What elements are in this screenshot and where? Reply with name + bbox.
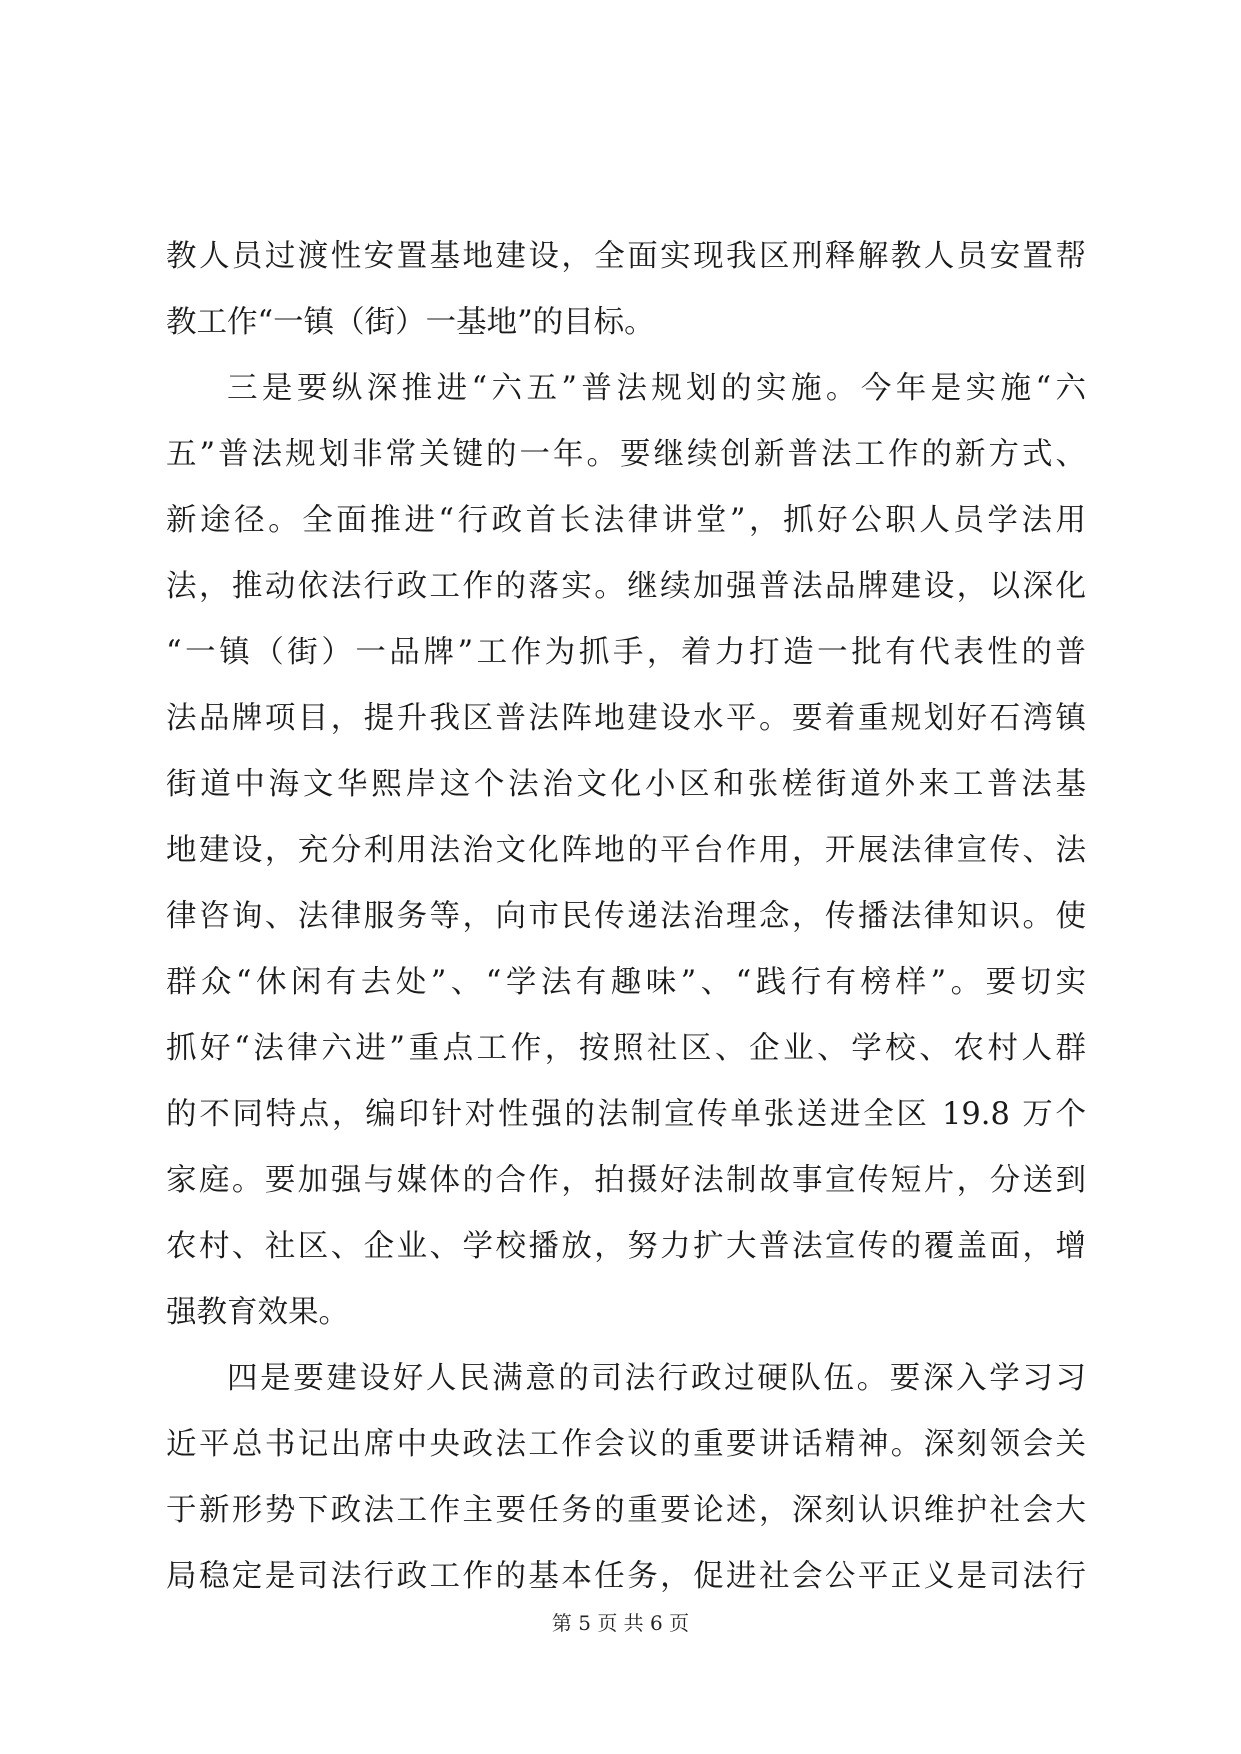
text-line: 农村、社区、企业、学校播放，努力扩大普法宣传的覆盖面，增 bbox=[166, 1229, 1086, 1264]
text-line: 教人员过渡性安置基地建设，全面实现我区刑释解教人员安置帮 bbox=[166, 239, 1086, 274]
text-line: 家庭。要加强与媒体的合作，拍摄好法制故事宣传短片，分送到 bbox=[166, 1163, 1086, 1198]
text-line: 的不同特点，编印针对性强的法制宣传单张送进全区 19.8 万个 bbox=[166, 1097, 1086, 1132]
document-body bbox=[166, 224, 1086, 1610]
text-line: 局稳定是司法行政工作的基本任务，促进社会公平正义是司法行 bbox=[166, 1559, 1086, 1594]
text-line: 三是要纵深推进“六五”普法规划的实施。今年是实施“六 bbox=[227, 371, 1086, 406]
text-line: 地建设，充分利用法治文化阵地的平台作用，开展法律宣传、法 bbox=[166, 833, 1086, 868]
text-line: 抓好“法律六进”重点工作，按照社区、企业、学校、农村人群 bbox=[166, 1031, 1086, 1066]
text-line: 近平总书记出席中央政法工作会议的重要讲话精神。深刻领会关 bbox=[166, 1427, 1086, 1462]
text-line: 法品牌项目，提升我区普法阵地建设水平。要着重规划好石湾镇 bbox=[166, 701, 1086, 736]
text-line: 律咨询、法律服务等，向市民传递法治理念，传播法律知识。使 bbox=[166, 899, 1086, 934]
text-line: 强教育效果。 bbox=[166, 1295, 349, 1330]
text-line: “一镇（街）一品牌”工作为抓手，着力打造一批有代表性的普 bbox=[166, 635, 1086, 670]
text-line: 法，推动依法行政工作的落实。继续加强普法品牌建设，以深化 bbox=[166, 569, 1086, 604]
text-line: 群众“休闲有去处”、“学法有趣味”、“践行有榜样”。要切实 bbox=[166, 965, 1086, 1000]
text-line: 街道中海文华熙岸这个法治文化小区和张槎街道外来工普法基 bbox=[166, 767, 1086, 802]
text-line: 于新形势下政法工作主要任务的重要论述，深刻认识维护社会大 bbox=[166, 1493, 1086, 1528]
text-line: 教工作“一镇（街）一基地”的目标。 bbox=[166, 305, 655, 340]
text-line: 新途径。全面推进“行政首长法律讲堂”，抓好公职人员学法用 bbox=[166, 503, 1086, 538]
text-line: 五”普法规划非常关键的一年。要继续创新普法工作的新方式、 bbox=[166, 437, 1086, 472]
text-line: 四是要建设好人民满意的司法行政过硬队伍。要深入学习习 bbox=[227, 1361, 1086, 1396]
page-footer: 第 5 页 共 6 页 bbox=[551, 1611, 690, 1635]
